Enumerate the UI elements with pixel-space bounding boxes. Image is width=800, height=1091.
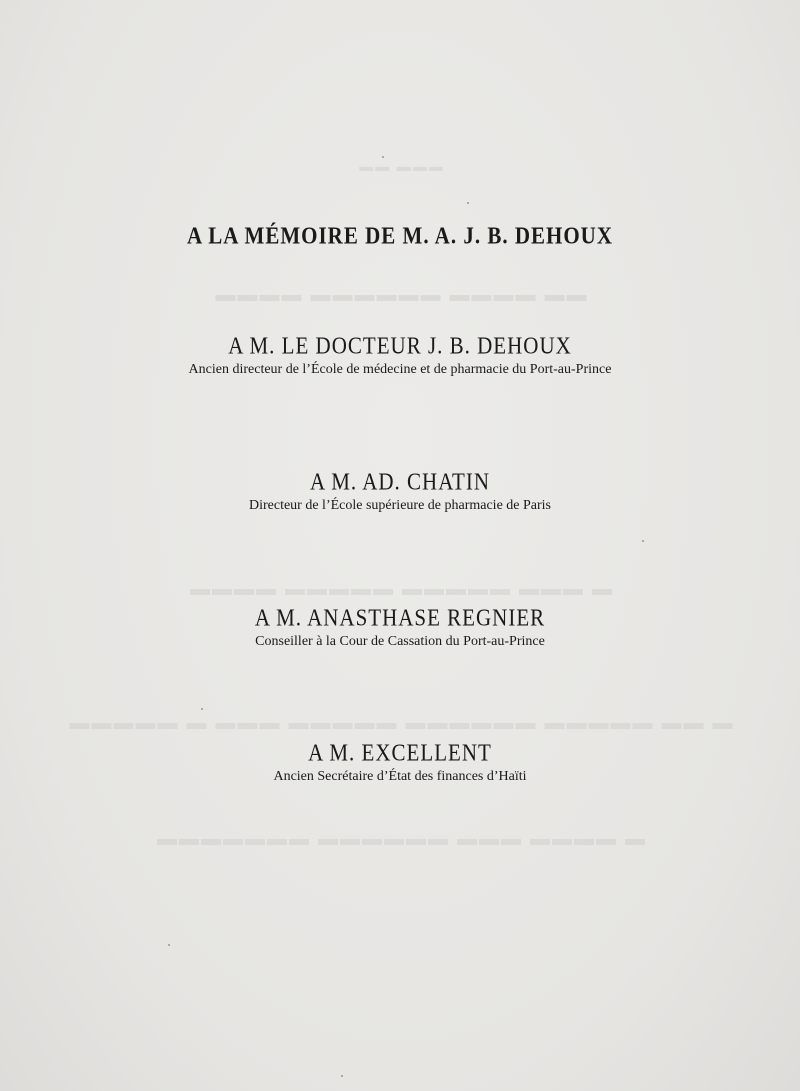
paper-speck — [642, 540, 644, 542]
dedication-subtitle: Directeur de l’École supérieure de pharmacie de Paris — [248, 498, 552, 513]
dedication-3 — [0, 466, 800, 515]
dedication-subtitle: Ancien Secrétaire d’État des finances d’Haïti — [273, 769, 527, 784]
bleed-through-texture: ▬▬▬ ▬▬ — [357, 160, 443, 175]
bleed-through-texture: ▬ ▬▬▬▬ ▬▬▬ ▬▬▬▬▬▬ ▬▬▬▬▬▬▬ — [155, 828, 645, 850]
bleed-through-texture: ▬ ▬▬ ▬▬▬▬▬ ▬▬▬▬▬▬ ▬▬▬▬▬ ▬▬▬ ▬ ▬▬▬▬▬ — [67, 712, 733, 734]
dedication-1 — [0, 220, 800, 250]
dedication-heading: A LA MÉMOIRE DE M. A. J. B. DEHOUX — [186, 220, 614, 250]
bleed-through-texture: ▬▬ ▬▬▬▬ ▬▬▬▬▬▬ ▬▬▬▬ — [213, 284, 587, 306]
dedication-2 — [0, 330, 800, 379]
paper-speck — [382, 156, 384, 158]
paper-speck — [467, 202, 469, 204]
dedication-4 — [0, 602, 800, 651]
paper-speck — [168, 944, 170, 946]
dedication-heading: A M. AD. CHATIN — [309, 466, 491, 496]
dedication-subtitle: Conseiller à la Cour de Cassation du Port-au-Prince — [255, 634, 545, 649]
dedication-heading: A M. EXCELLENT — [308, 737, 492, 767]
bleed-through-texture: ▬ ▬▬▬ ▬▬▬▬▬ ▬▬▬▬▬ ▬▬▬▬ — [188, 578, 612, 600]
dedication-5 — [0, 737, 800, 786]
paper-speck — [201, 708, 203, 710]
dedication-subtitle: Ancien directeur de l’École de médecine et de pharmacie du Port-au-Prince — [188, 362, 612, 377]
dedication-heading: A M. ANASTHASE REGNIER — [254, 602, 546, 632]
dedication-heading: A M. LE DOCTEUR J. B. DEHOUX — [228, 330, 572, 360]
paper-speck — [341, 1075, 343, 1077]
